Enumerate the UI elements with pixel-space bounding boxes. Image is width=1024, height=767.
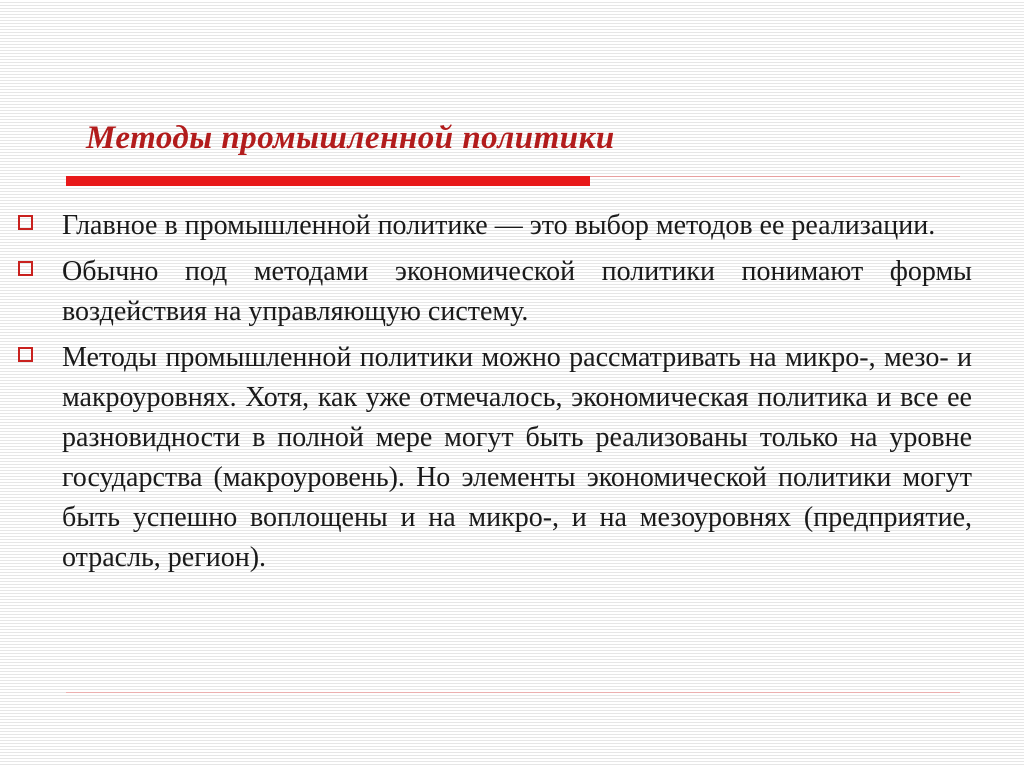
bullet-text: Методы промышленной политики можно рассматривать на микро-, мезо- и макроуровнях. Хотя, как уже отмечалось, экономическая политика и все ее разновидности в полной мере могут быть реализованы только на уровне государства (макроуровень). Но элементы экономической политики могут быть успешно воплощены и на микро-, и на мезоуровнях (предприятие, отрасль, регион).	[62, 342, 972, 573]
hollow-square-icon	[18, 261, 33, 276]
bullet-item	[14, 206, 972, 246]
bullet-item	[14, 338, 972, 578]
hollow-square-icon	[18, 347, 33, 362]
slide-title: Методы промышленной политики	[86, 120, 615, 156]
title-underline-thin	[590, 176, 960, 177]
bullet-text: Обычно под методами экономической политики понимают формы воздействия на управляющую систему.	[62, 256, 972, 327]
title-underline-thick	[66, 176, 590, 186]
hollow-square-icon	[18, 215, 33, 230]
bullet-list	[14, 206, 972, 584]
bullet-item	[14, 252, 972, 332]
bullet-text: Главное в промышленной политике — это выбор методов ее реализации.	[62, 210, 936, 241]
bottom-divider	[66, 692, 960, 693]
